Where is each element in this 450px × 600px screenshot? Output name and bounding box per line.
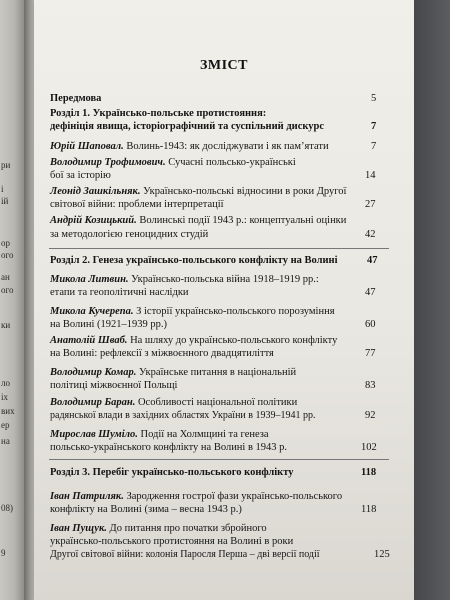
toc-entry-title: Передмова bbox=[50, 93, 102, 104]
toc-page-number: 118 bbox=[361, 504, 377, 515]
toc-author: Юрій Шаповал. bbox=[50, 141, 124, 152]
toc-preface bbox=[50, 92, 101, 105]
toc-entry bbox=[50, 522, 267, 535]
toc-author: Іван Пущук. bbox=[50, 523, 107, 534]
section-1-heading: Розділ 1. Українсько-польське протистояння: bbox=[50, 108, 267, 119]
toc-entry-title: Події на Холмщині та генеза bbox=[140, 429, 269, 440]
toc-page-number: 125 bbox=[374, 549, 390, 560]
toc-entry-title: На шляху до українсько-польського конфлікту bbox=[130, 335, 338, 346]
toc-author: Микола Кучерепа. bbox=[50, 306, 134, 317]
toc-entry-title: Волинь-1943: як досліджувати і як пам’ятати bbox=[126, 141, 329, 152]
toc-entry bbox=[50, 334, 337, 347]
left-page-fragment: ер bbox=[1, 420, 10, 430]
toc-entry bbox=[50, 428, 269, 441]
toc-entry bbox=[50, 366, 296, 379]
left-facing-page bbox=[0, 0, 24, 600]
toc-entry bbox=[50, 156, 296, 169]
toc-entry-title-cont: на Волині: рефлексії з міжвоєнного двадцятиліття bbox=[50, 348, 274, 359]
book-spine bbox=[24, 0, 34, 600]
toc-author: Володимир Трофимович. bbox=[50, 157, 166, 168]
toc-author: Андрій Козицький. bbox=[50, 215, 137, 226]
toc-entry-title: Українсько-польські відносини в роки Другої bbox=[143, 186, 347, 197]
left-page-fragment: ого bbox=[1, 285, 14, 295]
toc-page-number: 92 bbox=[365, 410, 376, 421]
section-1-heading-cont: дефініція явища, історіографічний та суспільний дискурс bbox=[50, 121, 325, 132]
left-page-fragment: ор bbox=[1, 238, 10, 248]
toc-entry-title-cont: етапи та геополітичні наслідки bbox=[50, 287, 189, 298]
left-page-fragment: на bbox=[1, 436, 10, 446]
section-divider bbox=[49, 459, 389, 460]
toc-page-number: 77 bbox=[365, 348, 376, 359]
section-divider bbox=[49, 248, 389, 249]
background-surface bbox=[414, 0, 450, 600]
toc-entry-title-cont: Другої світової війни: колонія Пароcля Перша – дві версії події bbox=[50, 549, 320, 560]
toc-author: Володимир Баран. bbox=[50, 397, 136, 408]
toc-page-number: 5 bbox=[371, 93, 377, 104]
toc-author: Володимир Комар. bbox=[50, 367, 137, 378]
toc-page-number: 60 bbox=[365, 319, 376, 330]
toc-entry-title-cont: бої за історію bbox=[50, 170, 111, 181]
left-page-fragment: ри bbox=[1, 160, 11, 170]
left-page-fragment: ого bbox=[1, 250, 14, 260]
toc-author: Мирослав Шуміло. bbox=[50, 429, 138, 440]
toc-page-number: 118 bbox=[361, 467, 377, 478]
toc-entry-title-cont: політиці міжвоєнної Польщі bbox=[50, 380, 178, 391]
left-page-fragment: ло bbox=[1, 378, 10, 388]
toc-entry-title: Волинські події 1943 р.: концептуальні оцінки bbox=[139, 215, 347, 226]
toc-entry-title: Українсько-польська війна 1918–1919 рр.: bbox=[131, 274, 319, 285]
toc-entry bbox=[50, 214, 346, 227]
toc-entry-title-cont: на Волині (1921–1939 рр.) bbox=[50, 319, 168, 330]
toc-author: Леонід Зашкільняк. bbox=[50, 186, 141, 197]
toc-page-number: 7 bbox=[371, 141, 377, 152]
toc-entry bbox=[50, 305, 335, 318]
toc-entry-title-cont: за методологією геноцидних студій bbox=[50, 229, 209, 240]
toc-page-number: 42 bbox=[365, 229, 376, 240]
left-page-fragment: і bbox=[1, 184, 4, 194]
toc-entry-title-cont: польсько-українського конфлікту на Волині в 1943 р. bbox=[50, 442, 288, 453]
left-page-fragment: вих bbox=[1, 406, 15, 416]
toc-entry bbox=[50, 396, 297, 409]
section-3-heading: Розділ 3. Перебіг українсько-польського конфлікту bbox=[50, 467, 294, 478]
toc-entry-title: Особливості національної політики bbox=[137, 397, 298, 408]
toc-page-number: 7 bbox=[371, 121, 377, 132]
toc-entry-title-cont: конфлікту на Волині (зима – весна 1943 р.) bbox=[50, 504, 242, 515]
toc-page-number: 47 bbox=[367, 255, 378, 266]
left-page-fragment: ки bbox=[1, 320, 11, 330]
toc-entry-title-cont: українсько-польського протистояння на Волині в роки bbox=[50, 536, 294, 547]
toc-entry bbox=[50, 140, 329, 153]
toc-entry-title-cont: радянської влади в західних областях України в 1939–1941 рр. bbox=[50, 410, 316, 421]
toc-entry-title: Сучасні польсько-українські bbox=[168, 157, 296, 168]
toc-author: Анатолій Шваб. bbox=[50, 335, 128, 346]
contents-page bbox=[34, 0, 414, 600]
toc-entry bbox=[50, 490, 342, 503]
left-page-fragment: 9 bbox=[1, 548, 6, 558]
toc-page-number: 102 bbox=[361, 442, 377, 453]
left-page-fragment: 08) bbox=[1, 503, 13, 513]
toc-page-number: 83 bbox=[365, 380, 376, 391]
left-page-fragment: ан bbox=[1, 272, 10, 282]
left-page-fragment: іх bbox=[1, 392, 9, 402]
toc-entry-title-cont: світової війни: проблеми інтерпретації bbox=[50, 199, 224, 210]
toc-author: Іван Патриляк. bbox=[50, 491, 124, 502]
page-title: ЗМІСТ bbox=[200, 58, 248, 73]
toc-entry bbox=[50, 273, 319, 286]
left-page-fragment: ій bbox=[1, 196, 9, 206]
toc-entry-title: Зародження гострої фази українсько-польського bbox=[126, 491, 343, 502]
toc-entry-title: Українське питання в національній bbox=[138, 367, 297, 378]
toc-page-number: 14 bbox=[365, 170, 376, 181]
toc-entry bbox=[50, 185, 346, 198]
toc-page-number: 27 bbox=[365, 199, 376, 210]
toc-entry-title: З історії українсько-польського порозуміння bbox=[136, 306, 335, 317]
toc-entry-title: До питання про початки збройного bbox=[109, 523, 267, 534]
toc-page-number: 47 bbox=[365, 287, 376, 298]
section-2-heading: Розділ 2. Генеза українсько-польського конфлікту на Волині bbox=[50, 255, 338, 266]
toc-author: Микола Литвин. bbox=[50, 274, 129, 285]
